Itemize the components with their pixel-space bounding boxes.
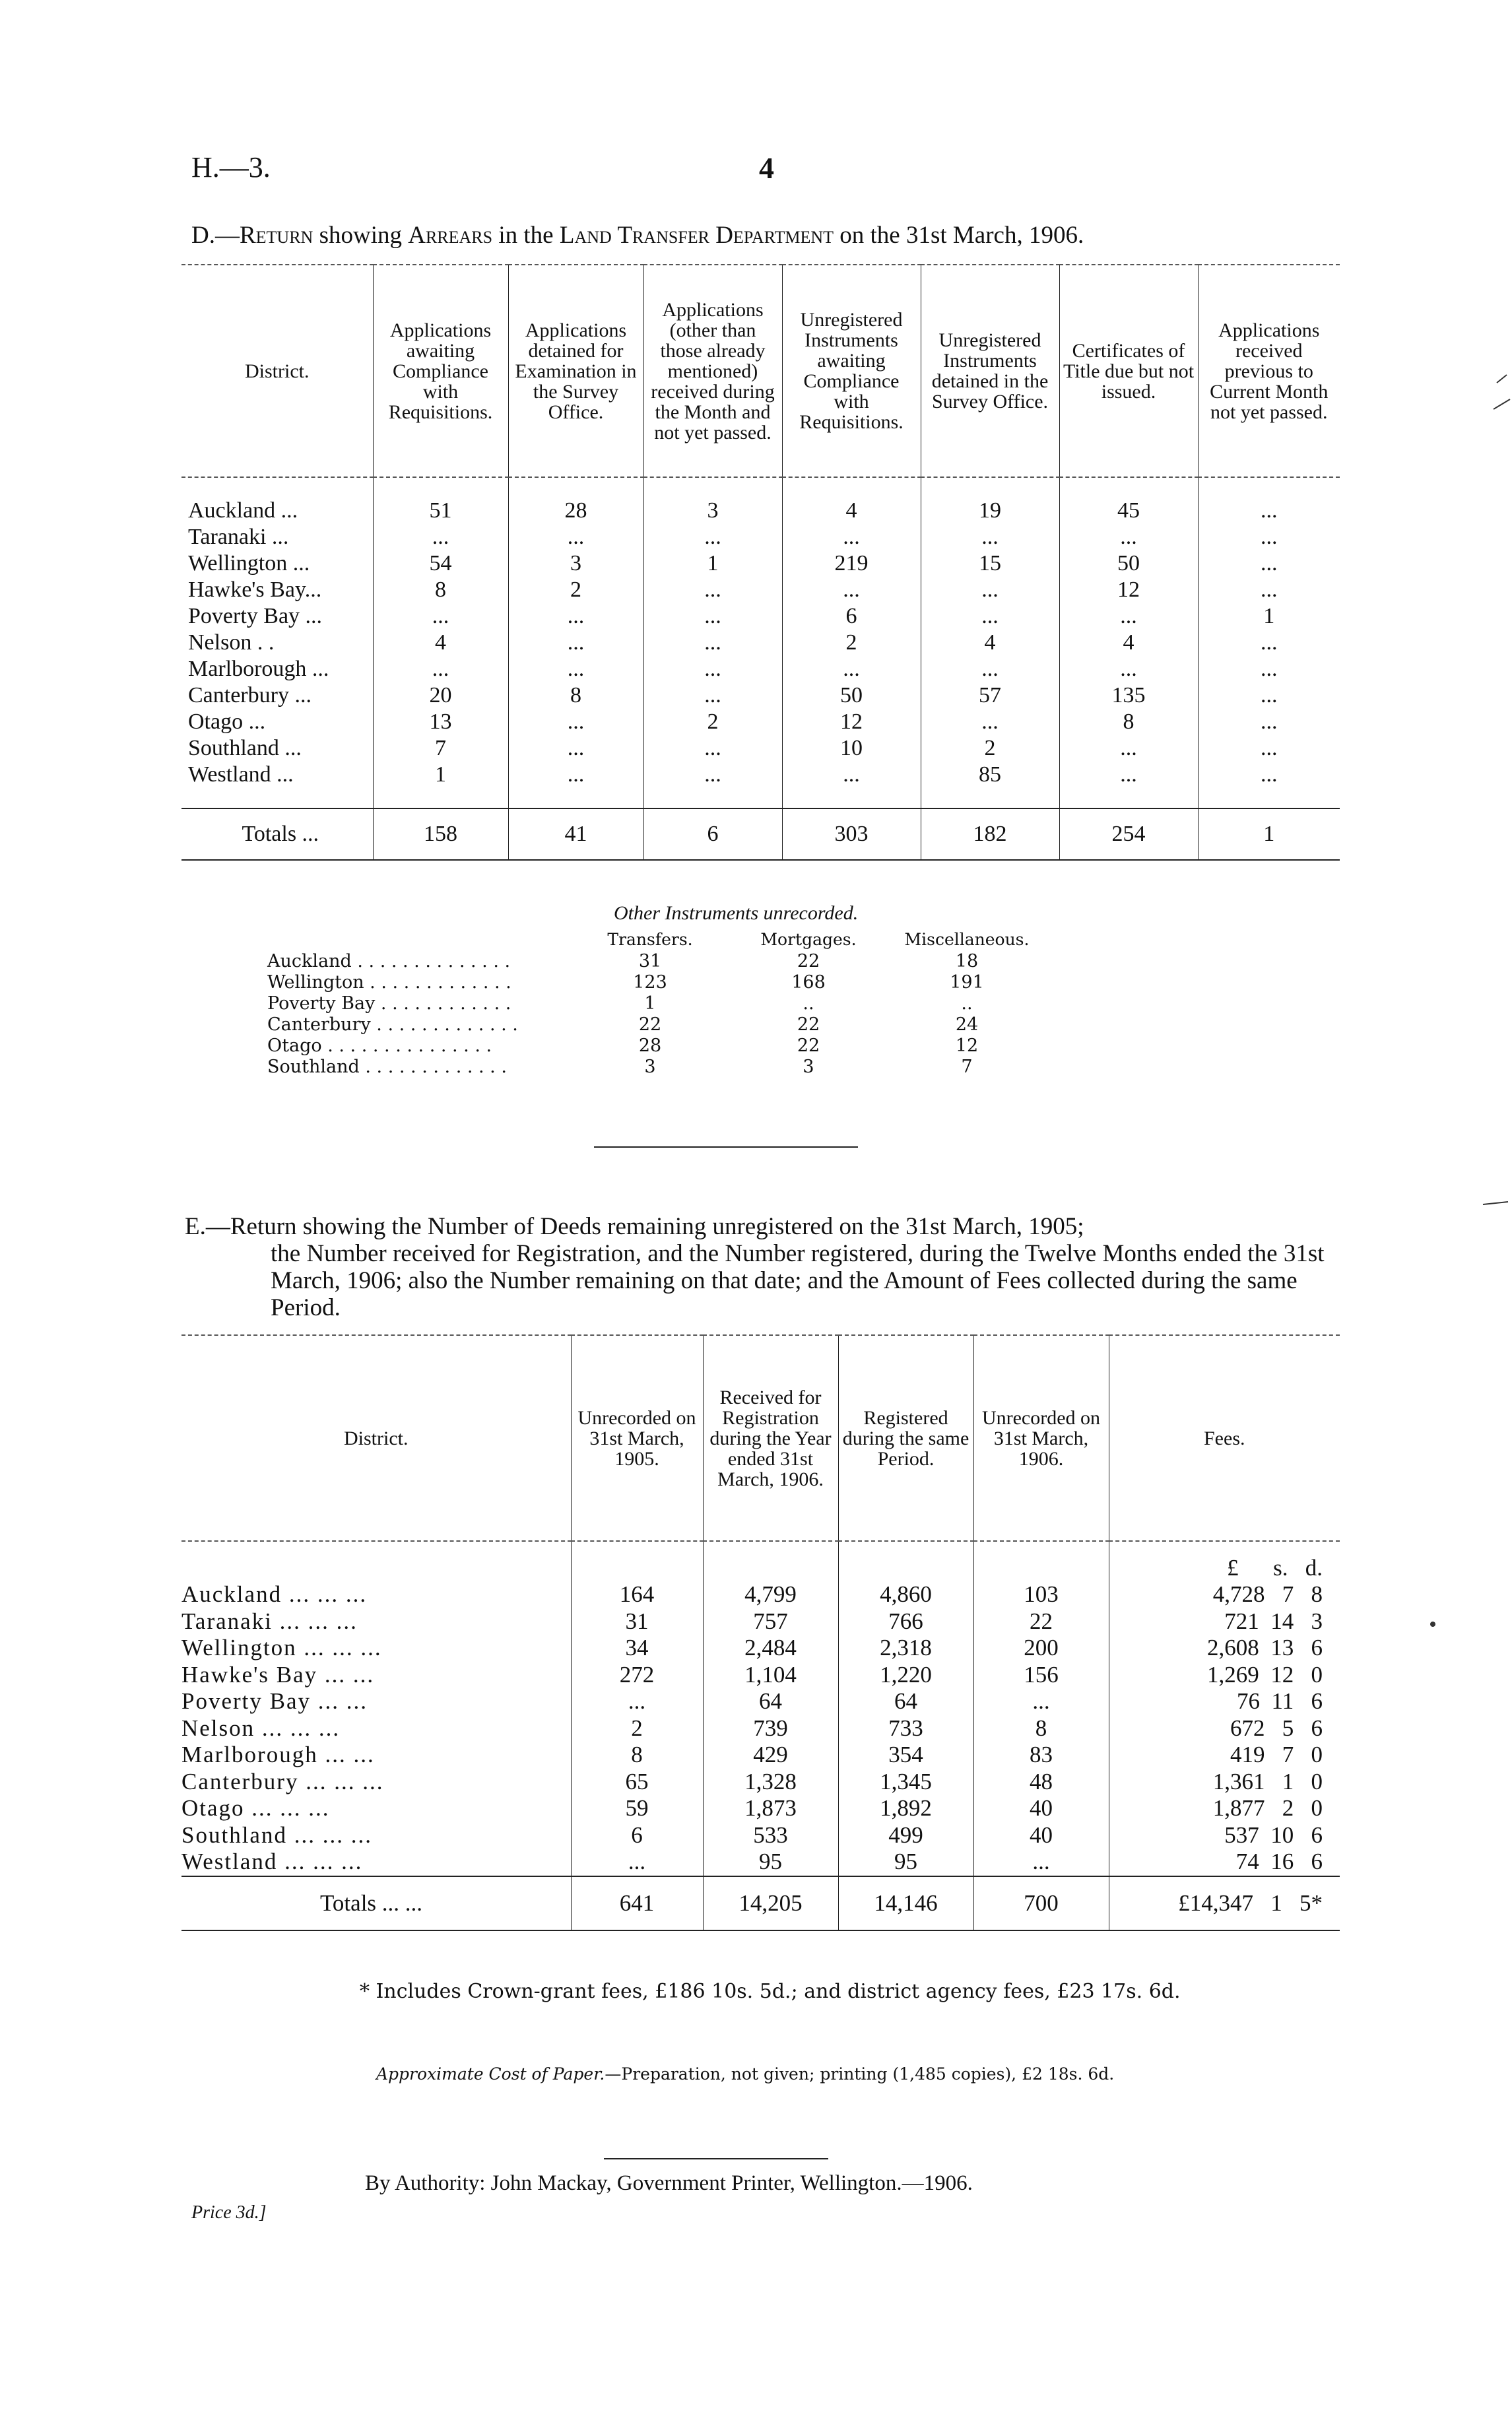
table-cell: ... xyxy=(921,577,1059,603)
table-cell: ... xyxy=(508,630,643,656)
table-cell: 22 xyxy=(797,1035,820,1056)
table-cell: 3 xyxy=(643,498,782,524)
table-cell: 22 xyxy=(797,951,820,971)
other-instruments-table xyxy=(267,927,1046,1078)
district-cell: Otago ... ... ... xyxy=(181,1795,330,1822)
table-cell: ... xyxy=(782,762,921,788)
table-row xyxy=(181,1635,1340,1662)
table-row xyxy=(181,550,1340,577)
table-cell: 4,860 xyxy=(838,1581,973,1608)
table-cell: 20 xyxy=(373,682,508,709)
table-cell: ... xyxy=(1198,524,1340,550)
table-cell: 354 xyxy=(838,1742,973,1769)
total-fees-cell: £14,347 1 5* xyxy=(1109,1876,1340,1930)
col-header-unrecorded-1906: Unrecorded on 31st March, 1906. xyxy=(973,1335,1109,1541)
table-row xyxy=(181,656,1340,682)
district-cell: Poverty Bay ... xyxy=(188,604,323,628)
table-cell: 1,345 xyxy=(838,1769,973,1796)
table-cell: 8 xyxy=(973,1715,1109,1742)
table-cell: 18 xyxy=(955,951,979,971)
table-cell: 135 xyxy=(1059,682,1198,709)
col-header-awaiting-compliance: Applications awaiting Compliance with Requisitions. xyxy=(373,265,508,477)
table-cell: 50 xyxy=(1059,550,1198,577)
total-cell: 641 xyxy=(571,1876,703,1930)
printer-authority: By Authority: John Mackay, Government Printer, Wellington.—1906. xyxy=(365,2171,973,2195)
table-row xyxy=(181,498,1340,524)
district-cell: Poverty Bay . . . . . . . . . . . . xyxy=(267,993,511,1014)
table-cell: 24 xyxy=(955,1014,979,1035)
table-cell: 200 xyxy=(973,1635,1109,1662)
cost-of-paper xyxy=(376,2064,1114,2084)
title-e-line2: the Number received for Registration, and the Number registered, during the Twelve Months ended the 31st March, 1906; also the Number remaining on that date; and the Amount of Fees collected during the same Period. xyxy=(271,1240,1325,1321)
fees-cell: 4,728 7 8 xyxy=(1109,1581,1340,1608)
title-d-word-return: Return xyxy=(239,222,313,249)
table-cell: ... xyxy=(1059,603,1198,630)
table-cell: 1 xyxy=(644,993,656,1014)
table-cell: 1,892 xyxy=(838,1795,973,1822)
district-cell: Auckland ... xyxy=(188,498,298,523)
table-cell: ... xyxy=(973,1849,1109,1876)
total-cell: 1 xyxy=(1198,808,1340,860)
table-cell: ... xyxy=(1198,709,1340,735)
district-cell: Canterbury ... ... ... xyxy=(181,1768,384,1794)
total-cell: 182 xyxy=(921,808,1059,860)
table-row xyxy=(267,951,1046,972)
table-row xyxy=(181,577,1340,603)
total-cell: 14,205 xyxy=(703,1876,838,1930)
table-cell: 8 xyxy=(571,1742,703,1769)
total-cell: 158 xyxy=(373,808,508,860)
table-row xyxy=(181,1715,1340,1742)
table-cell: .. xyxy=(961,993,973,1014)
table-cell: ... xyxy=(508,735,643,762)
fees-cell: 1,877 2 0 xyxy=(1109,1795,1340,1822)
table-cell: ... xyxy=(373,603,508,630)
table-cell: 7 xyxy=(961,1057,973,1077)
table-cell: ... xyxy=(508,709,643,735)
arrears-table xyxy=(181,264,1340,861)
table-cell: 168 xyxy=(791,972,826,993)
table-cell: 8 xyxy=(373,577,508,603)
total-cell: 14,146 xyxy=(838,1876,973,1930)
table-cell: 54 xyxy=(373,550,508,577)
district-cell: Wellington ... ... ... xyxy=(181,1635,382,1661)
table-cell: 22 xyxy=(797,1014,820,1035)
table-cell: 4 xyxy=(921,630,1059,656)
table-cell: 85 xyxy=(921,762,1059,788)
title-d-word-in-the: in the xyxy=(492,222,560,249)
deeds-header-row xyxy=(181,1335,1340,1541)
table-cell: 4 xyxy=(782,498,921,524)
title-d-prefix: D.— xyxy=(191,222,240,249)
table-row xyxy=(267,1014,1046,1035)
table-cell: 12 xyxy=(782,709,921,735)
table-cell: ... xyxy=(782,656,921,682)
title-d-word-date: on the 31st March, 1906. xyxy=(834,222,1084,249)
table-cell: 40 xyxy=(973,1795,1109,1822)
table-cell: ... xyxy=(1198,630,1340,656)
table-cell: ... xyxy=(1198,550,1340,577)
cost-text: —Preparation, not given; printing (1,485 copies), £2 18s. 6d. xyxy=(605,2064,1115,2084)
footnote: * Includes Crown-grant fees, £186 10s. 5d.; and district agency fees, £23 17s. 6d. xyxy=(360,1980,1181,2003)
table-cell: 164 xyxy=(571,1581,703,1608)
page-number: 4 xyxy=(759,151,774,185)
fees-cell: 721 14 3 xyxy=(1109,1608,1340,1635)
table-cell: 733 xyxy=(838,1715,973,1742)
table-row xyxy=(181,1688,1340,1715)
fees-cell: 74 16 6 xyxy=(1109,1849,1340,1876)
fees-cell: 76 11 6 xyxy=(1109,1688,1340,1715)
table-cell: 28 xyxy=(508,498,643,524)
table-cell: 103 xyxy=(973,1581,1109,1608)
district-cell: Taranaki ... xyxy=(188,525,289,549)
table-cell: 1 xyxy=(643,550,782,577)
table-cell: 2 xyxy=(571,1715,703,1742)
table-row xyxy=(267,972,1046,993)
table-cell: 65 xyxy=(571,1769,703,1796)
table-cell: 59 xyxy=(571,1795,703,1822)
other-col-blank xyxy=(267,927,571,951)
table-cell: ... xyxy=(921,524,1059,550)
district-cell: Nelson ... ... ... xyxy=(181,1715,341,1741)
fees-cell: 1,269 12 0 xyxy=(1109,1662,1340,1689)
col-header-received: Received for Registration during the Year ended 31st March, 1906. xyxy=(703,1335,838,1541)
table-cell: 10 xyxy=(782,735,921,762)
total-cell: 303 xyxy=(782,808,921,860)
deeds-table xyxy=(181,1334,1340,1931)
table-row xyxy=(181,682,1340,709)
district-cell: Southland ... xyxy=(188,736,302,760)
district-cell: Canterbury ... xyxy=(188,683,312,707)
col-header-received-not-passed: Applications (other than those already mentioned) received during the Month and not yet passed. xyxy=(643,265,782,477)
table-row xyxy=(267,1035,1046,1057)
table-cell: ... xyxy=(373,656,508,682)
district-cell: Westland ... ... ... xyxy=(181,1849,363,1875)
table-cell: 4 xyxy=(373,630,508,656)
table-cell: 1,220 xyxy=(838,1662,973,1689)
table-cell: ... xyxy=(643,577,782,603)
col-header-fees: Fees. xyxy=(1109,1335,1340,1541)
table-cell: ... xyxy=(921,709,1059,735)
col-header-detained-examination: Applications detained for Examination in the Survey Office. xyxy=(508,265,643,477)
table-cell: ... xyxy=(1198,682,1340,709)
totals-label: Totals ... xyxy=(181,808,373,860)
margin-mark xyxy=(1482,1198,1512,1211)
table-cell: 4 xyxy=(1059,630,1198,656)
table-cell: 1,873 xyxy=(703,1795,838,1822)
totals-label: Totals ... ... xyxy=(181,1876,571,1930)
other-col-transfers: Transfers. xyxy=(607,929,693,949)
table-cell: 757 xyxy=(703,1608,838,1635)
table-cell: 6 xyxy=(782,603,921,630)
table-cell: 499 xyxy=(838,1822,973,1849)
section-divider xyxy=(594,1146,858,1148)
total-cell: 41 xyxy=(508,808,643,860)
table-cell: 45 xyxy=(1059,498,1198,524)
table-row xyxy=(181,1608,1340,1635)
table-cell: 8 xyxy=(1059,709,1198,735)
table-row xyxy=(181,630,1340,656)
other-col-miscellaneous: Miscellaneous. xyxy=(904,929,1030,949)
col-header-unregistered-awaiting: Unregistered Instruments awaiting Compliance with Requisitions. xyxy=(782,265,921,477)
table-cell: 83 xyxy=(973,1742,1109,1769)
table-cell: 4,799 xyxy=(703,1581,838,1608)
table-row xyxy=(181,1822,1340,1849)
table-row xyxy=(181,1849,1340,1876)
fees-cell: 1,361 1 0 xyxy=(1109,1769,1340,1796)
table-cell: 1 xyxy=(1198,603,1340,630)
table-cell: 3 xyxy=(644,1057,656,1077)
table-cell: 28 xyxy=(638,1035,662,1056)
title-e-line1: E.—Return showing the Number of Deeds remaining unregistered on the 31st March, 1905; xyxy=(185,1213,1084,1240)
title-d-word-showing: showing xyxy=(313,222,409,249)
col-header-previous-month: Applications received previous to Current Month not yet passed. xyxy=(1198,265,1340,477)
table-row xyxy=(181,524,1340,550)
table-row xyxy=(181,603,1340,630)
table-cell: ... xyxy=(921,656,1059,682)
table-cell: 219 xyxy=(782,550,921,577)
table-cell: .. xyxy=(803,993,814,1014)
table-row xyxy=(181,709,1340,735)
table-row xyxy=(181,1795,1340,1822)
table-cell: ... xyxy=(921,603,1059,630)
table-cell: 2 xyxy=(508,577,643,603)
other-header-row xyxy=(267,927,1046,951)
total-cell: 6 xyxy=(643,808,782,860)
table-cell: ... xyxy=(643,682,782,709)
table-cell: 123 xyxy=(633,972,667,993)
col-header-district: District. xyxy=(344,1427,409,1449)
table-cell: 3 xyxy=(803,1057,814,1077)
title-d-word-arrears: Arrears xyxy=(408,222,493,249)
table-cell: 2 xyxy=(643,709,782,735)
table-cell: ... xyxy=(782,524,921,550)
table-cell: 272 xyxy=(571,1662,703,1689)
table-cell: 19 xyxy=(921,498,1059,524)
table-cell: 48 xyxy=(973,1769,1109,1796)
district-cell: Marlborough ... xyxy=(188,657,329,681)
district-cell: Otago . . . . . . . . . . . . . . . xyxy=(267,1035,492,1056)
district-cell: Taranaki ... ... ... xyxy=(181,1608,358,1634)
table-cell: 95 xyxy=(838,1849,973,1876)
table-cell: 766 xyxy=(838,1608,973,1635)
table-cell: 95 xyxy=(703,1849,838,1876)
district-cell: Nelson . . xyxy=(188,630,275,655)
fees-cell: 2,608 13 6 xyxy=(1109,1635,1340,1662)
district-cell: Southland . . . . . . . . . . . . . xyxy=(267,1057,507,1077)
table-cell: ... xyxy=(1059,735,1198,762)
table-cell: 1 xyxy=(373,762,508,788)
totals-row xyxy=(181,808,1340,860)
table-cell: 1,328 xyxy=(703,1769,838,1796)
table-cell: ... xyxy=(571,1688,703,1715)
table-row xyxy=(267,1057,1046,1078)
other-col-mortgages: Mortgages. xyxy=(760,929,857,949)
table-cell: ... xyxy=(508,762,643,788)
table-row xyxy=(181,1742,1340,1769)
district-cell: Marlborough ... ... xyxy=(181,1742,375,1768)
table-cell: 22 xyxy=(973,1608,1109,1635)
table-cell: 51 xyxy=(373,498,508,524)
table-cell: ... xyxy=(508,524,643,550)
col-header-certificates: Certificates of Title due but not issued. xyxy=(1059,265,1198,477)
fees-cell: 419 7 0 xyxy=(1109,1742,1340,1769)
arrears-header-row xyxy=(181,265,1340,477)
table-cell: ... xyxy=(1198,577,1340,603)
authority-divider xyxy=(604,2158,828,2159)
district-cell: Auckland . . . . . . . . . . . . . . xyxy=(267,951,511,971)
district-cell: Hawke's Bay... xyxy=(188,577,322,602)
table-cell: 50 xyxy=(782,682,921,709)
table-cell: 31 xyxy=(638,951,662,971)
table-cell: 13 xyxy=(373,709,508,735)
table-cell: 6 xyxy=(571,1822,703,1849)
col-header-district: District. xyxy=(245,360,310,382)
cost-label: Approximate Cost of Paper. xyxy=(376,2064,605,2084)
table-row xyxy=(267,993,1046,1014)
table-cell: ... xyxy=(1198,498,1340,524)
table-cell: 533 xyxy=(703,1822,838,1849)
district-cell: Westland ... xyxy=(188,762,294,787)
table-cell: ... xyxy=(973,1688,1109,1715)
table-cell: ... xyxy=(1198,656,1340,682)
table-cell: 40 xyxy=(973,1822,1109,1849)
district-cell: Hawke's Bay ... ... xyxy=(181,1661,375,1688)
table-row xyxy=(181,762,1340,788)
table-cell: ... xyxy=(1059,762,1198,788)
table-cell: ... xyxy=(508,603,643,630)
table-cell: 2 xyxy=(782,630,921,656)
district-cell: Wellington ... xyxy=(188,551,310,575)
other-instruments-title: Other Instruments unrecorded. xyxy=(614,902,859,924)
section-d-title xyxy=(191,221,1346,249)
margin-mark xyxy=(1490,370,1512,416)
col-header-unrecorded-1905: Unrecorded on 31st March, 1905. xyxy=(571,1335,703,1541)
table-cell: 8 xyxy=(508,682,643,709)
table-cell: ... xyxy=(1059,524,1198,550)
price-label: Price 3d.] xyxy=(191,2202,267,2223)
table-row xyxy=(181,1581,1340,1608)
district-cell: Otago ... xyxy=(188,709,266,734)
district-cell: Southland ... ... ... xyxy=(181,1822,372,1848)
total-cell: 254 xyxy=(1059,808,1198,860)
table-cell: 739 xyxy=(703,1715,838,1742)
table-cell: 12 xyxy=(1059,577,1198,603)
fees-cell: 672 5 6 xyxy=(1109,1715,1340,1742)
table-cell: ... xyxy=(643,735,782,762)
table-cell: 64 xyxy=(703,1688,838,1715)
table-cell: 2 xyxy=(921,735,1059,762)
table-cell: 15 xyxy=(921,550,1059,577)
table-cell: ... xyxy=(373,524,508,550)
table-cell: 57 xyxy=(921,682,1059,709)
fees-units-row xyxy=(181,1541,1340,1581)
table-cell: 31 xyxy=(571,1608,703,1635)
table-cell: ... xyxy=(643,762,782,788)
table-cell: ... xyxy=(782,577,921,603)
table-cell: 2,318 xyxy=(838,1635,973,1662)
table-row xyxy=(181,1769,1340,1796)
table-cell: ... xyxy=(1198,762,1340,788)
table-cell: ... xyxy=(643,656,782,682)
total-cell: 700 xyxy=(973,1876,1109,1930)
table-cell: 34 xyxy=(571,1635,703,1662)
col-header-registered: Registered during the same Period. xyxy=(838,1335,973,1541)
table-cell: 64 xyxy=(838,1688,973,1715)
district-cell: Poverty Bay ... ... xyxy=(181,1688,368,1715)
title-d-word-department: Land Transfer Department xyxy=(559,222,834,249)
fees-units: £ s. d. xyxy=(1109,1541,1340,1581)
district-cell: Wellington . . . . . . . . . . . . . xyxy=(267,972,511,993)
table-cell: ... xyxy=(643,630,782,656)
table-cell: ... xyxy=(508,656,643,682)
fees-cell: 537 10 6 xyxy=(1109,1822,1340,1849)
totals-row xyxy=(181,1876,1340,1930)
page-reference: H.—3. xyxy=(191,151,271,183)
section-e-title xyxy=(185,1213,1346,1321)
table-cell: ... xyxy=(1059,656,1198,682)
table-row xyxy=(181,735,1340,762)
table-cell: 22 xyxy=(638,1014,662,1035)
district-cell: Auckland ... ... ... xyxy=(181,1581,368,1608)
table-cell: ... xyxy=(643,524,782,550)
table-cell: 12 xyxy=(955,1035,979,1056)
table-cell: 7 xyxy=(373,735,508,762)
table-cell: 156 xyxy=(973,1662,1109,1689)
table-cell: ... xyxy=(1198,735,1340,762)
table-cell: 191 xyxy=(950,972,984,993)
col-header-unregistered-detained: Unregistered Instruments detained in the Survey Office. xyxy=(921,265,1059,477)
table-cell: 3 xyxy=(508,550,643,577)
table-cell: 2,484 xyxy=(703,1635,838,1662)
district-cell: Canterbury . . . . . . . . . . . . . xyxy=(267,1014,518,1035)
table-row xyxy=(181,1662,1340,1689)
table-cell: ... xyxy=(571,1849,703,1876)
table-cell: 1,104 xyxy=(703,1662,838,1689)
table-cell: 429 xyxy=(703,1742,838,1769)
margin-dot xyxy=(1429,1620,1437,1628)
table-cell: ... xyxy=(643,603,782,630)
